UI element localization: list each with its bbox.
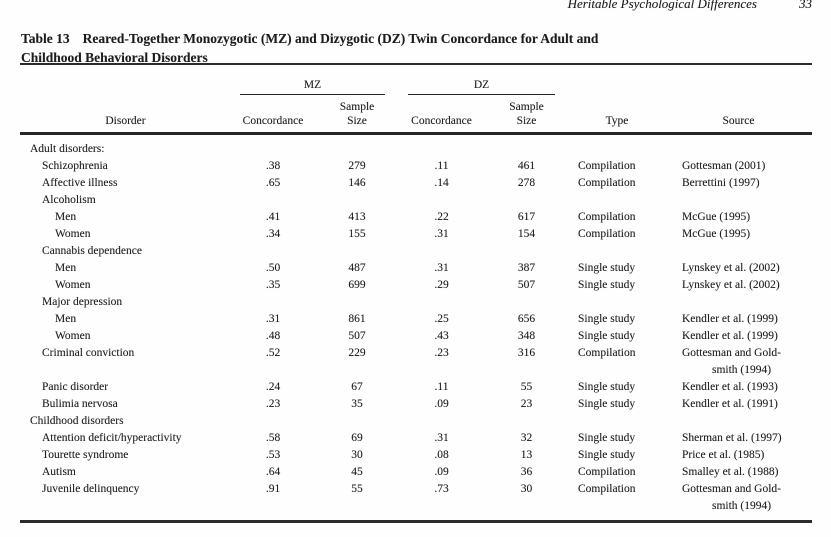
disorder-cell: Women [55, 279, 91, 291]
table-row [20, 396, 812, 413]
dz-sample-size-cell: 13 [520, 449, 533, 461]
disorder-cell: Men [55, 211, 77, 223]
mz-sample-size-cell: 45 [351, 466, 363, 478]
mz-concordance-cell: .91 [265, 483, 281, 495]
type-cell: Single study [578, 398, 636, 410]
dz-sample-size-cell: 656 [517, 313, 536, 325]
dz-concordance-cell: .08 [434, 449, 449, 461]
col-header-mz-concordance-label: Concordance [242, 114, 304, 127]
table-row [20, 260, 812, 277]
mz-concordance-cell: .50 [265, 262, 281, 274]
source-cell: Berrettini (1997) [682, 177, 760, 189]
dz-sample-size-cell: 278 [517, 177, 536, 189]
table-row [20, 447, 812, 464]
source-cell: Kendler et al. (1999) [682, 313, 778, 325]
dz-sample-size-cell: 507 [517, 279, 536, 291]
col-header-mz-concordance [231, 95, 315, 134]
dz-concordance-cell [399, 192, 484, 209]
mz-sample-size-cell: 413 [348, 211, 366, 223]
mz-concordance-cell [231, 192, 315, 209]
dz-concordance-cell: .43 [434, 330, 449, 342]
dz-concordance-cell: .31 [434, 262, 449, 274]
source-cell [665, 294, 812, 311]
mz-group-label: MZ [303, 79, 322, 91]
source-cell: Gottesman (2001) [682, 160, 766, 172]
dz-concordance-cell: .23 [434, 347, 449, 359]
source-cell: McGue (1995) [682, 228, 751, 240]
type-cell: Compilation [578, 160, 636, 172]
type-cell: Compilation [578, 177, 636, 189]
dz-sample-size-cell: 387 [517, 262, 536, 274]
dz-sample-size-cell [484, 192, 569, 209]
col-header-dz-sample-size [484, 95, 569, 134]
col-header-source [665, 95, 812, 134]
column-header-row [20, 95, 812, 134]
type-cell: Single study [578, 262, 636, 274]
dz-concordance-cell [399, 294, 484, 311]
source-cell: Gottesman and Gold- smith (1994) [682, 483, 782, 512]
table-row [20, 175, 812, 192]
group-header-row [20, 64, 812, 95]
table-row [20, 379, 812, 396]
mz-concordance-cell: .65 [265, 177, 281, 189]
col-header-type [569, 95, 665, 134]
col-header-mz-size-label: Size [347, 114, 367, 127]
table-row [20, 481, 812, 522]
disorder-cell: Men [55, 313, 77, 325]
table-row [20, 328, 812, 345]
disorder-cell: Panic disorder [42, 381, 109, 393]
type-cell: Compilation [578, 466, 636, 478]
mz-concordance-cell: .48 [265, 330, 281, 342]
table-row [20, 192, 812, 209]
type-cell: Single study [578, 313, 636, 325]
dz-group-header [399, 64, 569, 95]
col-header-dz-sample-label: Sample [509, 101, 544, 113]
table-row [20, 243, 812, 260]
type-cell: Single study [578, 449, 636, 461]
type-cell [569, 192, 665, 209]
source-cell [665, 134, 812, 159]
mz-sample-size-cell: 155 [348, 228, 366, 240]
table-row [20, 430, 812, 447]
source-cell: Kendler et al. (1999) [682, 330, 778, 342]
disorder-cell: Major depression [42, 296, 123, 308]
dz-sample-size-cell: 23 [520, 398, 533, 410]
mz-concordance-cell: .58 [265, 432, 281, 444]
type-cell: Single study [578, 381, 636, 393]
group-header-spacer [20, 64, 231, 95]
mz-sample-size-cell: 487 [348, 262, 366, 274]
type-cell [569, 134, 665, 159]
mz-sample-size-cell [315, 134, 399, 159]
disorder-cell: Affective illness [42, 177, 118, 189]
disorder-cell: Adult disorders: [30, 143, 105, 155]
dz-concordance-cell: .14 [434, 177, 449, 189]
table-row [20, 311, 812, 328]
mz-concordance-cell: .31 [265, 313, 281, 325]
disorder-cell: Bulimia nervosa [42, 398, 118, 410]
source-cell: McGue (1995) [682, 211, 751, 223]
disorder-cell: Autism [42, 466, 76, 478]
dz-sample-size-cell: 316 [517, 347, 536, 359]
dz-sample-size-cell [484, 413, 569, 430]
table-row [20, 134, 812, 159]
disorder-cell: Tourette syndrome [42, 449, 129, 461]
dz-concordance-cell [399, 243, 484, 260]
mz-sample-size-cell [315, 413, 399, 430]
type-cell: Single study [578, 330, 636, 342]
table-row [20, 294, 812, 311]
mz-group-header [231, 64, 399, 95]
disorder-cell: Women [55, 330, 91, 342]
mz-concordance-cell [231, 243, 315, 260]
col-header-disorder-label: Disorder [105, 114, 146, 127]
col-header-type-label: Type [605, 114, 629, 127]
dz-sample-size-cell [484, 134, 569, 159]
disorder-cell: Schizophrenia [42, 160, 108, 172]
type-cell: Single study [578, 279, 636, 291]
mz-sample-size-cell: 699 [348, 279, 366, 291]
table-row [20, 413, 812, 430]
source-cell: Kendler et al. (1993) [682, 381, 778, 393]
type-cell [569, 294, 665, 311]
mz-sample-size-cell: 861 [348, 313, 366, 325]
dz-sample-size-cell: 348 [517, 330, 536, 342]
source-cell: Kendler et al. (1991) [682, 398, 778, 410]
dz-sample-size-cell [484, 243, 569, 260]
disorder-cell: Juvenile delinquency [42, 483, 140, 495]
disorder-cell: Criminal conviction [42, 347, 135, 359]
mz-sample-size-cell [315, 243, 399, 260]
page-number: 33 [799, 0, 812, 11]
dz-sample-size-cell [484, 294, 569, 311]
mz-concordance-cell: .24 [265, 381, 281, 393]
dz-sample-size-cell: 617 [517, 211, 536, 223]
running-head-title: Heritable Psychological Differences [567, 0, 757, 11]
col-header-source-label: Source [722, 114, 755, 127]
source-cell [665, 192, 812, 209]
type-cell: Compilation [578, 347, 636, 359]
mz-sample-size-cell: 55 [351, 483, 363, 495]
mz-concordance-cell: .64 [265, 466, 281, 478]
dz-sample-size-cell: 32 [520, 432, 533, 444]
col-header-dz-size-label: Size [516, 114, 537, 127]
group-header-spacer [569, 64, 665, 95]
mz-concordance-cell [231, 134, 315, 159]
dz-sample-size-cell: 30 [520, 483, 533, 495]
table-title [21, 29, 633, 67]
group-header-spacer [665, 64, 812, 95]
mz-sample-size-cell: 30 [351, 449, 363, 461]
mz-concordance-cell [231, 294, 315, 311]
table-row [20, 464, 812, 481]
dz-sample-size-cell: 461 [517, 160, 536, 172]
running-head [568, 0, 812, 12]
mz-sample-size-cell: 67 [351, 381, 363, 393]
dz-concordance-cell: .09 [434, 398, 449, 410]
dz-concordance-cell: .25 [434, 313, 449, 325]
type-cell: Compilation [578, 228, 636, 240]
table-label: Table 13 [21, 31, 70, 46]
table-row [20, 226, 812, 243]
table-row [20, 209, 812, 226]
dz-concordance-cell [399, 413, 484, 430]
mz-sample-size-cell: 69 [351, 432, 363, 444]
disorder-cell: Men [55, 262, 77, 274]
dz-concordance-cell: .73 [434, 483, 449, 495]
mz-concordance-cell: .38 [265, 160, 281, 172]
mz-concordance-cell: .23 [265, 398, 281, 410]
mz-sample-size-cell [315, 294, 399, 311]
dz-concordance-cell: .11 [434, 381, 449, 393]
source-cell [665, 243, 812, 260]
col-header-dz-concordance-label: Concordance [411, 114, 472, 127]
col-header-mz-sample-label: Sample [339, 101, 375, 113]
type-cell [569, 243, 665, 260]
mz-sample-size-cell: 229 [348, 347, 366, 359]
table-row [20, 345, 812, 379]
source-cell: Lynskey et al. (2002) [682, 279, 780, 291]
source-cell: Lynskey et al. (2002) [682, 262, 780, 274]
dz-concordance-cell: .31 [434, 432, 449, 444]
dz-sample-size-cell: 55 [520, 381, 533, 393]
dz-group-label: DZ [473, 79, 490, 91]
source-cell: Sherman et al. (1997) [682, 432, 782, 444]
source-cell: Gottesman and Gold- smith (1994) [682, 347, 782, 376]
mz-sample-size-cell: 507 [348, 330, 366, 342]
source-cell [665, 413, 812, 430]
type-cell: Single study [578, 432, 636, 444]
dz-sample-size-cell: 154 [517, 228, 536, 240]
table-caption: Reared-Together Monozygotic (MZ) and Dizygotic (DZ) Twin Concordance for Adult and Childhood Behavioral Disorders [21, 31, 599, 65]
disorder-cell: Alcoholism [42, 194, 96, 206]
disorder-cell: Attention deficit/hyperactivity [42, 432, 182, 444]
mz-sample-size-cell: 146 [348, 177, 366, 189]
col-header-dz-concordance [399, 95, 484, 134]
mz-concordance-cell: .35 [265, 279, 281, 291]
disorder-cell: Childhood disorders [30, 415, 124, 427]
mz-concordance-cell [231, 413, 315, 430]
table-row [20, 277, 812, 294]
mz-concordance-cell: .41 [265, 211, 281, 223]
dz-concordance-cell: .29 [434, 279, 449, 291]
dz-concordance-cell: .11 [434, 160, 449, 172]
col-header-disorder [20, 95, 231, 134]
disorder-cell: Cannabis dependence [42, 245, 142, 257]
twin-concordance-table [20, 63, 812, 523]
mz-concordance-cell: .52 [265, 347, 281, 359]
mz-concordance-cell: .34 [265, 228, 281, 240]
source-cell: Price et al. (1985) [682, 449, 765, 461]
dz-concordance-cell: .31 [434, 228, 449, 240]
type-cell: Compilation [578, 211, 636, 223]
dz-concordance-cell [399, 134, 484, 159]
mz-sample-size-cell [315, 192, 399, 209]
source-cell: Smalley et al. (1988) [682, 466, 779, 478]
disorder-cell: Women [55, 228, 91, 240]
type-cell: Compilation [578, 483, 636, 495]
mz-concordance-cell: .53 [265, 449, 281, 461]
dz-concordance-cell: .22 [434, 211, 449, 223]
type-cell [569, 413, 665, 430]
dz-sample-size-cell: 36 [520, 466, 533, 478]
mz-sample-size-cell: 35 [351, 398, 363, 410]
col-header-mz-sample-size [315, 95, 399, 134]
dz-concordance-cell: .09 [434, 466, 449, 478]
table-row [20, 158, 812, 175]
mz-sample-size-cell: 279 [348, 160, 366, 172]
